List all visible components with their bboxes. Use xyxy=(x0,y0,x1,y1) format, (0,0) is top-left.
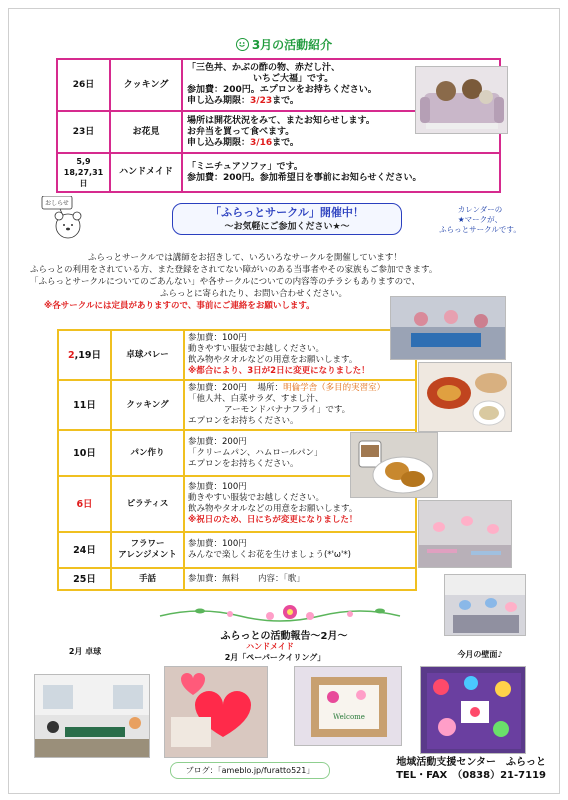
intro-line: ふらっとに寄られたり、お問い合わせください。 xyxy=(160,289,348,299)
day-line: 5,9 xyxy=(76,157,91,166)
activity-name: ハンドメイド xyxy=(110,153,182,192)
place-label: 場所： xyxy=(257,383,284,393)
note-line: ふらっとサークルです。 xyxy=(439,225,521,234)
activity-name xyxy=(111,532,184,568)
blog-link[interactable]: ブログ：「ameblo.jp/furatto521」 xyxy=(170,762,330,779)
activity-name: ピラティス xyxy=(111,476,184,532)
fee: 参加費：100円 xyxy=(188,482,247,492)
intro-line: ふらっとの利用をされている方、また登録をされてない障がいのある当事者やその家族もご参加できます。 xyxy=(30,265,438,275)
activity-name: 手話 xyxy=(111,568,184,590)
fee: 参加費：200円 xyxy=(188,436,247,447)
detail-line: 動きやすい服装でお越しください。 xyxy=(188,493,325,503)
fee: 参加費：200円 xyxy=(188,383,247,393)
day-cell: 23日 xyxy=(57,111,110,153)
day-cell: 24日 xyxy=(58,532,111,568)
detail-line: 「ミニチュアソファ」です。 xyxy=(187,161,303,172)
deadline-date: 3/16 xyxy=(250,137,273,148)
banner-subtitle: ～お気軽にご参加ください★～ xyxy=(224,222,350,232)
name-line: フラワー xyxy=(130,539,165,549)
org-phone: TEL・FAX （0838）21-7119 xyxy=(396,770,546,781)
detail-line: 動きやすい服装でお越しください。 xyxy=(188,344,325,354)
note-line: カレンダーの xyxy=(457,205,503,214)
fee-and-place xyxy=(188,383,412,394)
miniature-sofa-photo xyxy=(415,66,508,134)
detail-line: アーモンドバナナフライ」です。 xyxy=(224,405,351,415)
name-line: アレンジメント xyxy=(118,550,177,560)
title-text: 3月の活動紹介 xyxy=(251,38,333,52)
intro-warning: ※各サークルには定員がありますので、事前にご連絡をお願いします。 xyxy=(44,301,315,311)
change-note: ※都合により、3日が2日に変更になりました！ xyxy=(188,366,370,376)
day-rest: ,19日 xyxy=(74,349,101,361)
activity-details xyxy=(184,380,416,430)
detail-line: エプロンをお持ちください。 xyxy=(188,416,299,426)
circle-banner xyxy=(172,203,402,235)
calendar-note xyxy=(420,205,540,235)
place: 明倫学舎（多目的実習室） xyxy=(283,383,386,393)
caption-pingpong: 2月 卓球 xyxy=(68,647,102,656)
deadline-label: 申し込み期限： xyxy=(187,96,251,106)
detail-line: みんなで楽しくお花を生けましょう(*'ω'*) xyxy=(188,550,351,560)
org-name: 地域活動支援センター ふらっと xyxy=(396,757,546,768)
detail-line: 場所は開花状況をみて、またお知らせします。 xyxy=(187,115,375,126)
deadline-suffix: まで。 xyxy=(272,96,299,106)
table-row xyxy=(58,380,416,430)
organization-info xyxy=(356,756,546,782)
flower-decoration xyxy=(140,602,440,624)
deadline-label: 申し込み期限： xyxy=(187,137,251,148)
sofa-icon xyxy=(416,67,508,134)
day-cell xyxy=(58,330,111,380)
activity-details xyxy=(184,532,416,568)
activity-name: クッキング xyxy=(111,380,184,430)
content: 内容：「歌」 xyxy=(257,573,305,584)
bear-sign-text: おしらせ xyxy=(45,200,69,207)
table-row xyxy=(58,330,416,380)
table-row xyxy=(58,568,416,590)
activity-details xyxy=(184,330,416,380)
caption-wall: 今月の壁面♪ xyxy=(457,650,503,659)
day-changed: 2 xyxy=(68,349,75,361)
day-cell: 25日 xyxy=(58,568,111,590)
detail-line: 「クリームパン、ハムロールパン」 xyxy=(188,447,323,458)
detail-line: 参加費：200円。参加希望日を事前にお知らせください。 xyxy=(187,172,422,183)
banner-title: 「ふらっとサークル」開催中！ xyxy=(210,206,364,219)
deadline-date: 3/23 xyxy=(250,96,273,106)
detail-line: 飲み物やタオルなどの用意をお願いします。 xyxy=(188,355,358,365)
wall-decoration-photo xyxy=(420,666,526,754)
deadline-suffix: まで。 xyxy=(272,137,299,148)
caption-handmade-label: ハンドメイド xyxy=(246,642,294,651)
table-row xyxy=(58,532,416,568)
cooking-photo xyxy=(418,362,512,432)
fee: 参加費：100円 xyxy=(188,539,247,549)
smile-icon xyxy=(236,38,249,51)
quilling-photo-1 xyxy=(164,666,268,758)
day-cell: 10日 xyxy=(58,430,111,476)
pingpong-photo xyxy=(34,674,150,758)
day-cell: 11日 xyxy=(58,380,111,430)
activity-details xyxy=(182,153,500,192)
detail-line: お弁当を買って食べます。 xyxy=(187,126,295,137)
activity-name: お花見 xyxy=(110,111,182,153)
fee: 参加費：無料 xyxy=(188,573,240,584)
activity-name: クッキング xyxy=(110,59,182,111)
activity-details xyxy=(184,568,416,590)
detail-line: 「三色丼、かぶの酢の物、赤だし汁、 xyxy=(187,63,341,73)
report-title: ふらっとの活動報告～2月～ xyxy=(220,631,348,642)
intro-line: 「ふらっとサークルについてのごあんない」や各サークルについての内容等のチラシもありますので、 xyxy=(30,277,420,287)
deadline xyxy=(187,138,495,149)
day-cell: 26日 xyxy=(57,59,110,111)
change-note: ※祝日のため、日にちが変更になりました！ xyxy=(188,515,358,525)
day-cell: 6日 xyxy=(58,476,111,532)
page-title xyxy=(0,36,568,53)
day-line: 18,27,31日 xyxy=(63,168,104,188)
detail-line: いちご大福」です。 xyxy=(253,74,334,84)
intro-line: ふらっとサークルでは講師をお招きして、いろいろなサークルを開催しています！ xyxy=(88,253,402,263)
caption-handmade: 2月「ペーパークイリング」 xyxy=(224,653,326,662)
detail-line: エプロンをお持ちください。 xyxy=(188,458,299,469)
day-cell xyxy=(57,153,110,192)
detail-line: 「他人丼、白菜サラダ、すまし汁、 xyxy=(188,394,324,404)
note-line: ★マークが、 xyxy=(457,215,503,224)
activity-name: パン作り xyxy=(111,430,184,476)
bear-mascot xyxy=(40,196,86,242)
fee: 参加費：100円 xyxy=(188,333,247,343)
quilling-photo-2 xyxy=(294,666,402,746)
welcome-text: Welcome xyxy=(333,713,365,721)
table-row xyxy=(57,153,500,192)
detail-line: 参加費：200円。エプロンをお持ちください。 xyxy=(187,85,377,95)
table-volleyball-photo xyxy=(390,296,506,360)
detail-line: 飲み物やタオルなどの用意をお願いします。 xyxy=(188,504,358,514)
pilates-photo xyxy=(418,500,512,568)
bread-photo xyxy=(350,432,438,498)
activity-name: 卓球バレー xyxy=(111,330,184,380)
